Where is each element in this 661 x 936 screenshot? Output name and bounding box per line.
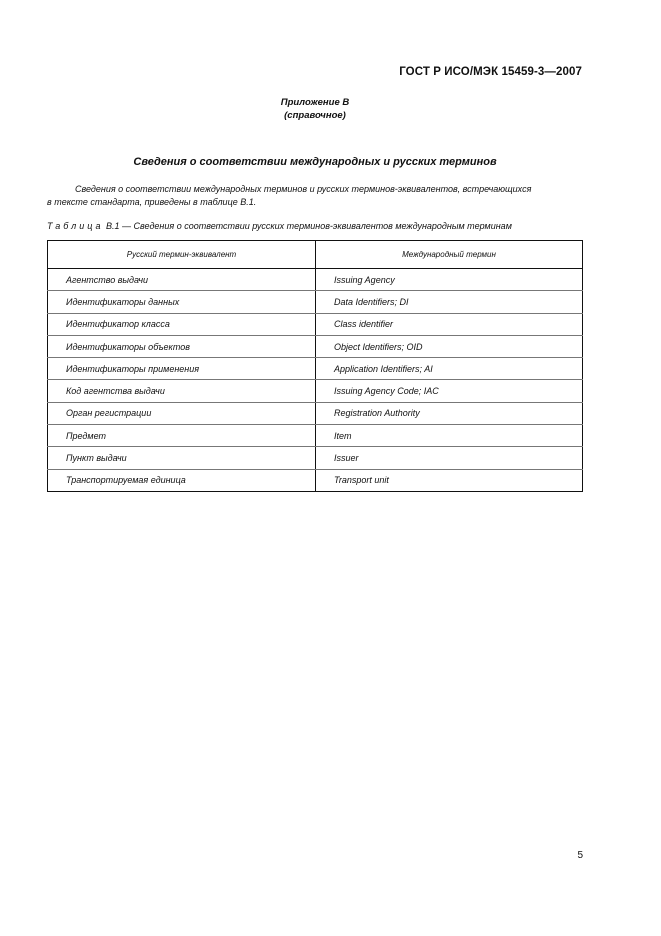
annex-type: (справочное): [284, 110, 346, 121]
russian-term-cell: Идентификаторы данных: [48, 291, 316, 313]
russian-term-cell: Идентификаторы применения: [48, 358, 316, 380]
table-row: [48, 358, 583, 380]
table-caption: [47, 221, 587, 231]
header-international-term: Международный термин: [316, 241, 583, 269]
standard-code: ГОСТ Р ИСО/МЭК 15459-3—2007: [399, 66, 582, 78]
annex-heading: [0, 96, 630, 122]
header-russian-term: Русский термин-эквивалент: [48, 241, 316, 269]
international-term-cell: Application Identifiers; AI: [316, 358, 583, 380]
table-row: [48, 313, 583, 335]
international-term-cell: Class identifier: [316, 313, 583, 335]
international-term-cell: Transport unit: [316, 469, 583, 491]
international-term-cell: Issuer: [316, 447, 583, 469]
international-term-cell: Item: [316, 425, 583, 447]
international-term-cell: Object Identifiers; OID: [316, 335, 583, 357]
table-row: [48, 447, 583, 469]
intro-line-2: в тексте стандарта, приведены в таблице В.1.: [47, 197, 257, 207]
table-row: [48, 335, 583, 357]
russian-term-cell: Идентификатор класса: [48, 313, 316, 335]
intro-line-1: Сведения о соответствии международных терминов и русских терминов-эквивалентов, встречающихся: [75, 184, 532, 194]
intro-paragraph: [47, 183, 583, 209]
table-row: [48, 291, 583, 313]
table-row: [48, 469, 583, 491]
russian-term-cell: Предмет: [48, 425, 316, 447]
russian-term-cell: Пункт выдачи: [48, 447, 316, 469]
russian-term-cell: Транспортируемая единица: [48, 469, 316, 491]
international-term-cell: Issuing Agency: [316, 269, 583, 291]
section-title: Сведения о соответствии международных и русских терминов: [133, 156, 497, 168]
international-term-cell: Data Identifiers; DI: [316, 291, 583, 313]
russian-term-cell: Агентство выдачи: [48, 269, 316, 291]
page-number: 5: [577, 850, 583, 861]
table-caption-label: Таблица: [47, 221, 104, 231]
annex-title: Приложение В: [280, 97, 350, 108]
international-term-cell: Registration Authority: [316, 402, 583, 424]
table-caption-text: В.1 — Сведения о соответствии русских терминов-эквивалентов международным терминам: [106, 221, 512, 231]
table-row: [48, 269, 583, 291]
terms-table: [47, 240, 583, 492]
russian-term-cell: Идентификаторы объектов: [48, 335, 316, 357]
table-row: [48, 380, 583, 402]
table-row: [48, 425, 583, 447]
russian-term-cell: Орган регистрации: [48, 402, 316, 424]
international-term-cell: Issuing Agency Code; IAC: [316, 380, 583, 402]
table-row: [48, 402, 583, 424]
russian-term-cell: Код агентства выдачи: [48, 380, 316, 402]
table-header-row: [48, 241, 583, 269]
